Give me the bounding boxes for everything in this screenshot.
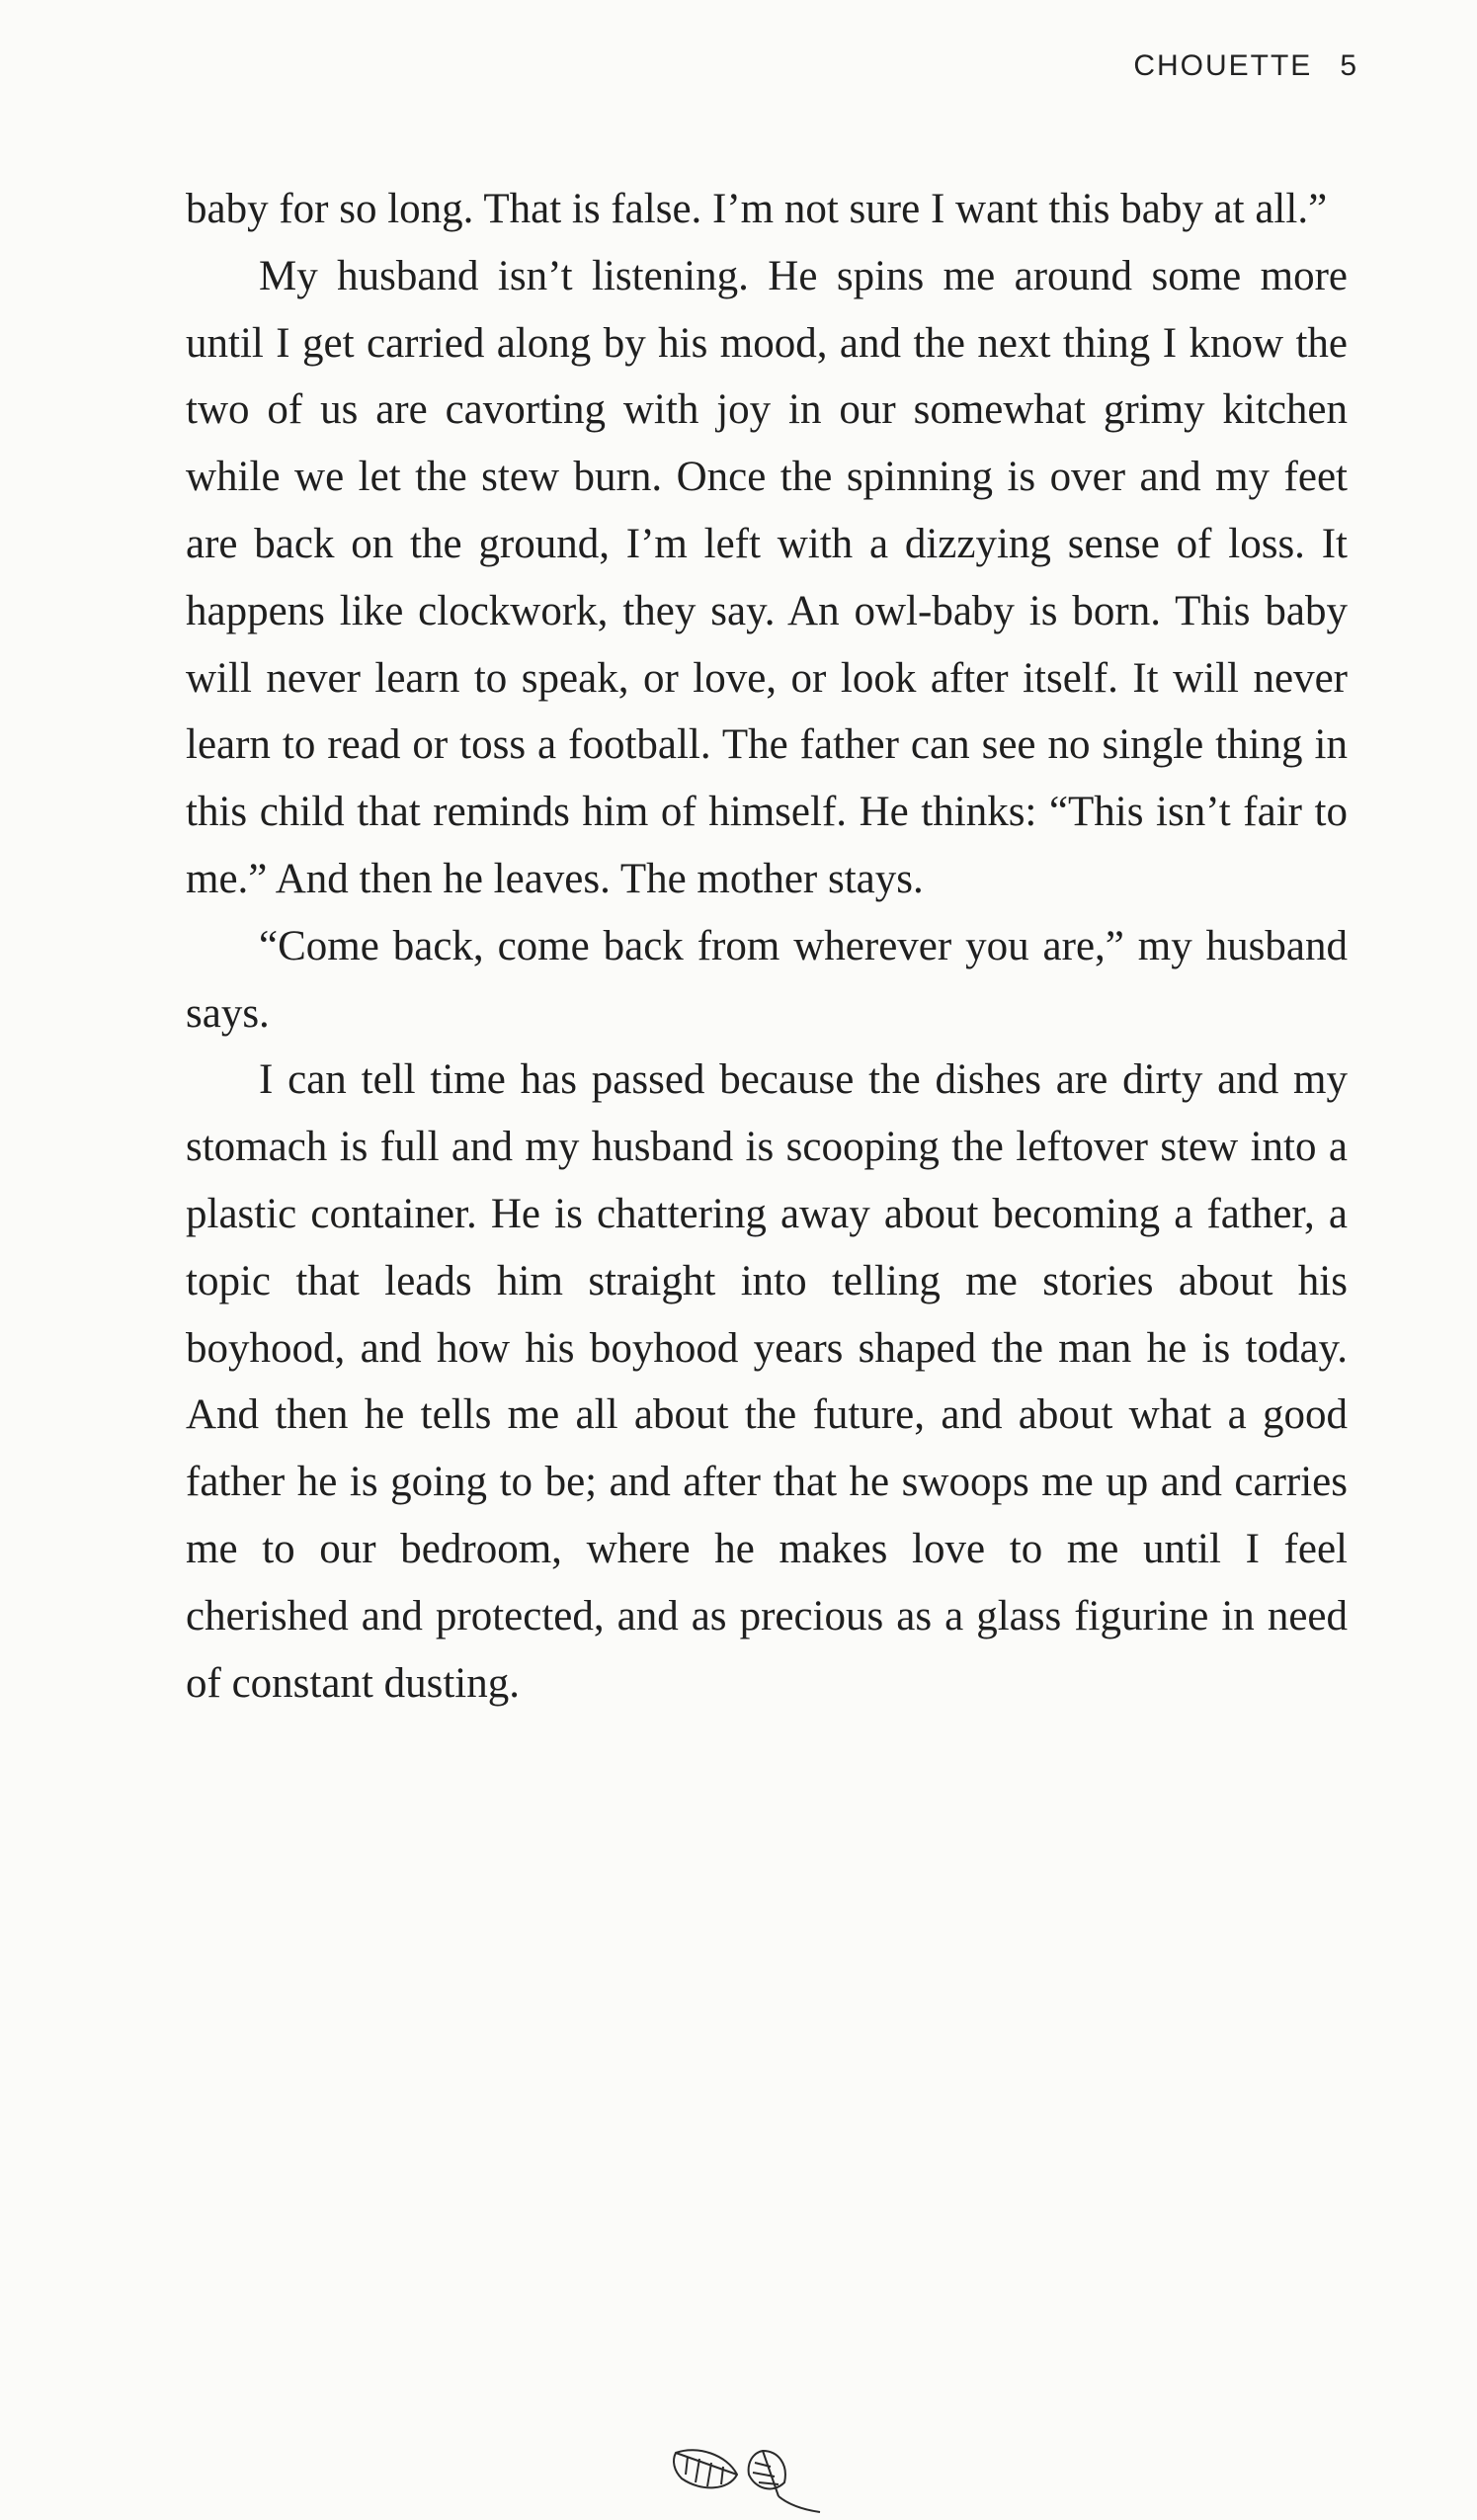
- paragraph-4: I can tell time has passed because the dishes are dirty and my stomach is full and my husband is scooping the leftover stew into a plastic container. He is chattering away about becoming a father, a topic that leads him straight into telling me stories about his boyhood, and how his boyhood years shaped the man he is today. And then he tells me all about the future, and about what a good father he is going to be; and after that he swoops me up and carries me to our bedroom, where he makes love to me until I feel cherished and protected, and as precious as a glass figurine in need of constant dusting.: [186, 1056, 1348, 1707]
- leaves-ornament-icon: [668, 2441, 826, 2520]
- body-text: [186, 176, 1348, 1717]
- paragraph-1: baby for so long. That is false. I’m not sure I want this baby at all.”: [186, 186, 1328, 232]
- chapter-title: CHOUETTE: [1133, 49, 1313, 82]
- page-number: 5: [1340, 49, 1358, 82]
- paragraph-3: “Come back, come back from wherever you are,” my husband says.: [186, 922, 1348, 1037]
- paragraph-2: My husband isn’t listening. He spins me around some more until I get carried along by his mood, and the next thing I know the two of us are cavorting with joy in our somewhat grimy kitchen while we let the stew burn. Once the spinning is over and my feet are back on the ground, I’m left with a dizzying sense of loss. It happens like clockwork, they say. An owl-baby is born. This baby will never learn to speak, or love, or look after itself. It will never learn to read or toss a football. The father can see no single thing in this child that reminds him of himself. He thinks: “This isn’t fair to me.” And then he leaves. The mother stays.: [186, 252, 1348, 902]
- running-head: [1133, 49, 1358, 83]
